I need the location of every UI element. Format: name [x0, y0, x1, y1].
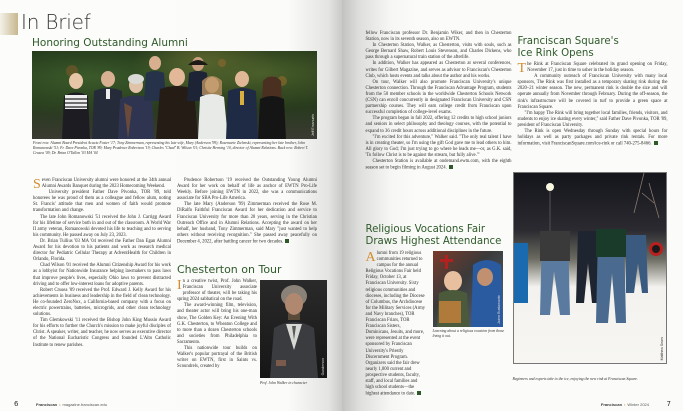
paragraph: Dr. Brian Tullius '03 MA '04 received the Father Dan Egan Alumni Award for his devotion to his patients and work as research medical director for Pediatric Cellular Therapy at AdventHealth for Children in Orlando, Florida. — [33, 238, 171, 263]
alumni-article-column-2 — [177, 178, 317, 246]
chesterton-article-column — [177, 279, 257, 370]
right-page-number: 7 — [666, 400, 671, 408]
end-mark-icon — [285, 239, 289, 243]
alumni-group-photo — [32, 51, 317, 139]
alumni-article-column-1 — [33, 178, 171, 349]
paragraph: "I'm happy The Rink will bring together local families, friends, visitors, and students to enjoy ice skating every winter," said Father Dave Pivonka, TOR '89, president of Franciscan University. — [517, 110, 668, 128]
paragraph: This nationwide tour builds on Walker's popular portrayal of the British writer on EWTN, first in Saints vs. Scoundrels, created by — [177, 346, 257, 370]
paragraph: The Rink is open Wednesday through Sunday with special hours for holidays as well as party packages and private rink rentals. For more information, visit FranciscanSquare.com/ice-rink or call 740-275-8466. — [517, 129, 668, 147]
photo-credit: Jaime Bustamante — [496, 295, 501, 324]
vocations-figures-graphic — [433, 251, 503, 327]
footer-issue: Winter 2024 — [627, 402, 649, 407]
vocations-photo-caption: Learning about a religious vocation from those living it out. — [432, 329, 505, 338]
vocations-fair-photo — [433, 251, 503, 327]
paragraph: Prudence Robertson '19 received the Outstanding Young Alumni Award for her work on behalf of life as anchor of EWTN Pro-Life Weekly. Before joining EWTN in 2022, she was a communications associate for SBA Pro-Life America. — [177, 178, 317, 202]
walker-portrait-photo — [260, 280, 327, 378]
paragraph: Robert Crusea '09 received the Prof. Edward J. Kelly Award for his achievements in business and leadership in the field of clean technology. He co-founded ZeroNox, a California-based company with a focus on electric powertrains, batteries, microgrids, and other clean technology solutions. — [33, 287, 171, 318]
chesterton-continued-column — [366, 31, 512, 172]
paragraph: Chad Wilson '01 received the Alumni Citizenship Award for his work as a lobbyist for Nationwide Insurance helping lawmakers to pass laws that improve people's lives, especially Ohio laws to prevent distracted driving and to offer low-interest loans for adoptive parents. — [33, 263, 171, 287]
footer-separator: • — [624, 402, 626, 407]
section-title: In Brief — [21, 10, 91, 34]
footer-url[interactable]: magazine.franciscan.edu — [62, 402, 108, 407]
paragraph: The award-winning film, television, and theater actor will bring his one-man show, The Golden Key: An Evening With G.K. Chesterton, to Wheaton College and to more than a dozen Chesterton schools and societies from Philadelphia to Sacramento. — [177, 303, 257, 345]
vocations-article-column — [366, 251, 426, 398]
chesterton-intro-paragraph: In a creative twist, Prof. John Walker, Franciscan University associate professor of theater, will be taking his spring 2024 sabbatical on the road. — [177, 277, 257, 303]
paragraph: Chesterton Station is available at ondemand.ewtn.com, with the eighth season set to begin filming in August 2024. — [365, 158, 512, 171]
rink-photo-caption: Beginners and experts take to the ice, enjoying the new rink at Franciscan Square. — [512, 377, 638, 381]
rink-intro-paragraph: The Rink at Franciscan Square celebrated its grand opening on Friday, November 17, just in time to usher in the holiday season. — [517, 60, 668, 76]
end-mark-icon — [417, 391, 421, 395]
footer-brand: Franciscan — [36, 402, 58, 407]
end-mark-icon — [654, 141, 658, 145]
alumni-intro-paragraph: Seven Franciscan University alumni were honored at the 34th annual Alumni Awards Banquet during the 2023 Homecoming Weekend. — [33, 176, 171, 192]
alumni-headline: Honoring Outstanding Alumni — [32, 37, 188, 49]
vocations-intro-paragraph: Alumni from 19 religious communities returned to campus for the annual Religious Vocations Fair held Friday, October 13, at Franciscan University. Sixty religious communities and dioceses, including the Diocese of Columbus, the Archdiocese for the Military Services (Army and Navy branches), TOR Franciscan Friars, TOR Franciscan Sisters, Dominicans, Jesuits, and more, were represented at the event sponsored by Franciscan University's Priestly Discernment Program. Organizers said the fair drew nearly 1,000 current and prospective students, faculty, staff, and local families and high school students—the highest attendance to date. — [365, 249, 426, 397]
chesterton-headline: Chesterton on Tour — [177, 263, 282, 276]
paragraph: Tim Glemkowski '11 received the Bishop John King Mussio Award for his efforts to further the Church's mission to make joyful disciples of Christ. A speaker, writer, and teacher, he now serves as executive director of the National Eucharistic Congress and founded L'Alto Catholic Institute to renew parishes. — [33, 318, 171, 348]
paragraph: In Chesterton Station, Walker, as Chesterton, visits with souls, such as George Bernard Shaw, Robert Louis Stevenson, and Charles Dickens, who pass through a supernatural train station of the afterlife. — [365, 43, 512, 61]
footer-brand: Franciscan — [600, 402, 623, 407]
photo-credit: Matthew Sears — [659, 336, 664, 360]
walker-photo-caption: Prof. John Walker in character — [260, 381, 308, 385]
rink-article-column — [518, 62, 668, 148]
paragraph: The program began in fall 2022, offering 12 credits to high school juniors and seniors in select philosophy and theology courses, with the potential to expand to 36 credit hours across additional disciplines in the future. — [365, 116, 512, 134]
paragraph: University president Father Dave Pivonka, TOR '89, told honorees he was proud of them as a colleague and fellow alum, noting St. Francis' attitude that men and women of faith would promote transformation and change. — [33, 190, 171, 214]
alumni-photo-caption: Front row: Alumni Board President Acacia Foster '17; Tony Zimmerman, representing his late wife, Mary (Anderson '99); Rosemarie Zielenski, representing her late brother, John Romanowski '51; Fr. Dave Pivonka, TOR '89; Mary Prudence Robertson '19; Charles "Chad" B. Wilson '01; Christie Herning '10, director of Alumni Relations. Back row: Robert T. Crusea '09; Dr. Brian O'Tallon '03 MA '04 — [33, 141, 309, 155]
right-page — [342, 0, 683, 411]
paragraph: The late John Romanowski '51 received the John J. Carrigg Award for his lifetime of service both in and out of the classroom. A World War II army veteran, Romanowski devoted his life to teaching and to serving his community. He passed away on July 23, 2023. — [33, 214, 171, 238]
walker-figure-graphic — [260, 280, 327, 378]
section-accent-bar — [0, 13, 18, 35]
paragraph: The late Mary (Anderson '99) Zimmerman received the Rose M. DiRalfo Faithful Franciscan Award for her dedication and service to Franciscan University for more than 20 years, serving in the Christian Outreach Office and in Alumni Relations. Accepting the award on her behalf, her husband, Tony Zimmerman, said Mary "just wanted to help others without receiving recognition." She passed away peacefully on December 4, 2022, after battling cancer for two decades. — [177, 202, 317, 245]
footer-separator: • — [59, 402, 61, 407]
right-footer — [601, 402, 649, 407]
end-mark-icon — [449, 165, 453, 169]
dropcap: T — [517, 60, 527, 76]
paragraph: "I'm excited for this adventure," Walker said. "The only real talent I have is in creating theater, so I'm using the gift God gave me to lead others to him. All glory to God; I'm just trying to go where he leads me—or, as G.K. said, 'To follow Christ is to be against the stream, but fully alive.'" — [365, 134, 512, 158]
left-footer — [36, 402, 107, 407]
paragraph: On tour, Walker will also promote Franciscan University's unique Chesterton connection. Through the Franciscan Advantage Program, students from the 50 member schools in the worldwide Chesterton Schools Network (CSN) can enroll concurrently in designated Franciscan University and CSN partnership courses. They will earn college credit from Franciscan upon successful completion of college-level exams. — [365, 79, 512, 116]
paragraph: In addition, Walker has appeared as Chesterton at several conferences, writes for Gilbert Magazine, and serves as advisor to Franciscan's Chesterton Club, which hosts events and talks about the author and his works. — [365, 61, 512, 79]
paragraph: A community outreach of Franciscan University with many local sponsors, The Rink was first installed as a temporary skating rink during the 2020–21 winter season. The new, permanent rink is double the size and will operate annually from November through February. During the off-season, the rink's infrastructure will be covered in turf to provide a green space at Franciscan Square. — [517, 74, 668, 110]
photo-credit: Gunderson — [321, 357, 325, 375]
dropcap: S — [33, 176, 41, 192]
dropcap: A — [365, 249, 376, 265]
photo-credit: Jeff Emanuels — [311, 113, 315, 136]
ice-rink-photo — [513, 172, 667, 364]
left-page-number: 6 — [14, 400, 19, 408]
skaters-graphic — [514, 173, 667, 364]
vocations-headline: Religious Vocations Fair Draws Highest Attendance — [365, 224, 502, 247]
group-figures-graphic — [32, 51, 317, 139]
paragraph: fellow Franciscan professor Dr. Benjamin Wiker, and then in Chesterton Station, now in its seventh season, also on EWTN. — [365, 31, 512, 43]
rink-headline: Franciscan Square's Ice Rink Opens — [517, 36, 619, 59]
dropcap: I — [177, 277, 182, 293]
